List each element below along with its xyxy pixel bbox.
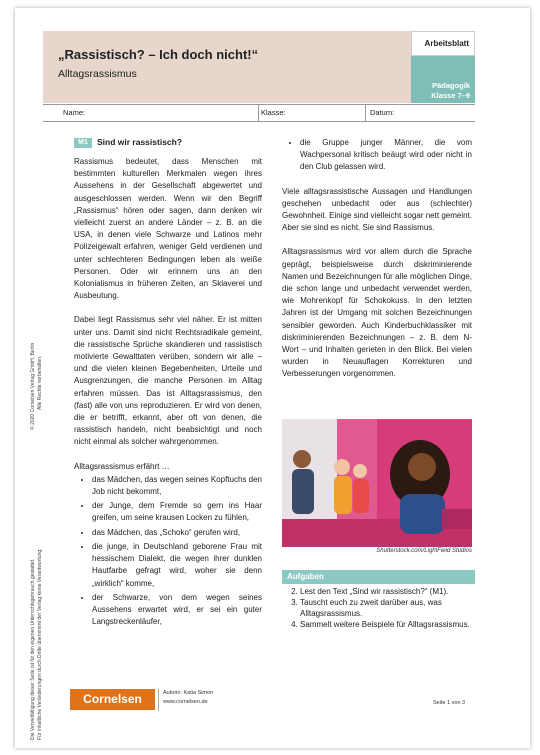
subject-badge <box>411 56 475 103</box>
date-label: Datum: <box>370 108 395 117</box>
photo-credit: Shutterstock.com/LightField Studios <box>376 548 472 554</box>
page-number: Seite 1 von 3 <box>433 700 466 706</box>
task-item: 3. Tauscht euch zu zweit darüber aus, was Alltagsrassismus. <box>300 597 475 619</box>
photo-illustration <box>282 419 472 547</box>
doc-type-badge: Arbeitsblatt <box>411 31 475 56</box>
list-item: • der Junge, dem Fremde so gern ins Haar greifen, um seine krausen Locken zu fühlen, <box>92 500 262 524</box>
list-item: • die Gruppe junger Männer, die vom Wachpersonal kritisch beäugt wird oder nicht in den Club gelassen wird. <box>300 137 472 174</box>
task-list <box>282 586 475 630</box>
copyright-text: © 2020 Cornelsen Verlag GmbH, Berlin <box>30 342 36 430</box>
example-list-continued <box>282 137 472 174</box>
task-item: 2. Lest den Text „Sind wir rassistisch?“ (M1). <box>300 586 475 597</box>
left-text-column <box>74 156 262 630</box>
task-item: 4. Sammelt weitere Beispiele für Alltagsrassismus. <box>300 619 475 630</box>
tasks-heading: Aufgaben <box>282 570 475 584</box>
grade-label: Klasse 7–9 <box>431 91 470 100</box>
legal-notice: Für inhaltliche Veränderungen durch Dritte übernimmt der Verlag keine Verantwortung. <box>37 548 43 740</box>
legal-notice: Die Vervielfältigung dieser Seite ist für den eigenen Unterrichtsgebrauch gestattet. <box>30 558 36 740</box>
section-heading: Sind wir rassistisch? <box>97 137 183 147</box>
list-item: • die junge, in Deutschland geborene Frau mit hessischem Dialekt, die wegen ihrer dunklen Hautfarbe gefragt wird, woher sie denn „wirklich“ komme, <box>92 541 262 590</box>
author-text: Autorin: Katia Simon <box>163 690 214 696</box>
paragraph: Rassismus bedeutet, dass Menschen mit bestimmten kulturellen Merkmalen wegen ihres Aussehens in der Gesellschaft abgewertet und ausgeschlossen werden. Wenn wir den Begriff „Rassismus“ hören oder sagen, dann denken wir vielleicht zuerst an andere Länder – z. B. an die USA, in denen viele Schwarze und Latinos mehr Polizeigewalt erfahren, weniger Geld verdienen und unter schlechteren Bedingungen leben als weiße Personen. Oder wir erinnern uns an den Kolonialismus in früheren Zeiten, an Sklaverei und Ausbeutung. <box>74 157 262 301</box>
name-label: Name: <box>63 108 86 117</box>
list-intro: Alltagsrassismus erfährt … <box>74 461 170 471</box>
cornelsen-logo: Cornelsen <box>70 689 155 710</box>
divider <box>158 689 159 711</box>
section-tag: M1 <box>74 138 92 148</box>
header-band <box>43 31 411 103</box>
divider <box>258 105 259 121</box>
page-title: „Rassistisch? – Ich doch nicht!“ <box>58 47 259 62</box>
list-item: • das Mädchen, das „Schoko“ gerufen wird, <box>92 527 262 539</box>
paragraph: Dabei liegt Rassismus sehr viel näher. Er ist mitten unter uns. Damit sind nicht Rechtsradikale gemeint, die rassistische Sprüche skandieren und rassistisch motivierte Gewalttaten verüben, sondern wir alle – und die vielen kleinen Begebenheiten, Urteile und Ausgrenzungen, die manche Personen im Alltag erfahren müssen. Das ist Alltagsrassismus, den (fast) alle von uns reproduzieren. Er wird von denen, die er betrifft, erkannt, aber oft von denen, die rassistisch handeln, nicht beabsichtigt und noch nicht einmal als solcher wahrgenommen. <box>74 315 262 447</box>
divider <box>365 105 366 121</box>
rights-text: Alle Rechte vorbehalten. <box>37 355 43 410</box>
right-text-column <box>282 137 472 393</box>
example-list <box>74 474 262 628</box>
list-item: • das Mädchen, das wegen seines Kopftuchs den Job nicht bekommt, <box>92 474 262 498</box>
website-text: www.cornelsen.de <box>163 699 208 705</box>
paragraph: Viele alltagsrassistische Aussagen und Handlungen geschehen unbedacht oder aus (schlechter) Gewohnheit. Einige sind vielleicht sogar nett gemeint. Aber sie sind es nicht. Sie sind Rassismus. <box>282 186 472 233</box>
subject-label: Pädagogik <box>432 81 470 90</box>
name-class-date-row <box>43 104 475 122</box>
class-label: Klasse: <box>261 108 286 117</box>
list-item: • der Schwarze, von dem wegen seines Aussehens erwartet wird, er sei ein guter Langstreckenläufer, <box>92 592 262 629</box>
paragraph: Alltagsrassismus wird vor allem durch die Sprache geprägt, beispielsweise durch diskriminierende Namen und Bezeichnungen für alle möglichen Dinge, die schon lange und unbedacht verwendet werden, wie Mohrenkopf für Schokokuss. In den letzten Jahren ist der Umgang mit solchen Bezeichnungen sensibler geworden. Auch Kinderbuchklassiker mit diskriminierenden Bezeichnungen – z. B. dem N-Wort – und Inhalten gerieten in den Blick. Bei vielen wurden in Neuauflagen Korrekturen und Verbesserungen vorgenommen. <box>282 247 472 379</box>
classroom-photo <box>282 419 472 547</box>
page-subtitle: Alltagsrassismus <box>58 68 137 80</box>
